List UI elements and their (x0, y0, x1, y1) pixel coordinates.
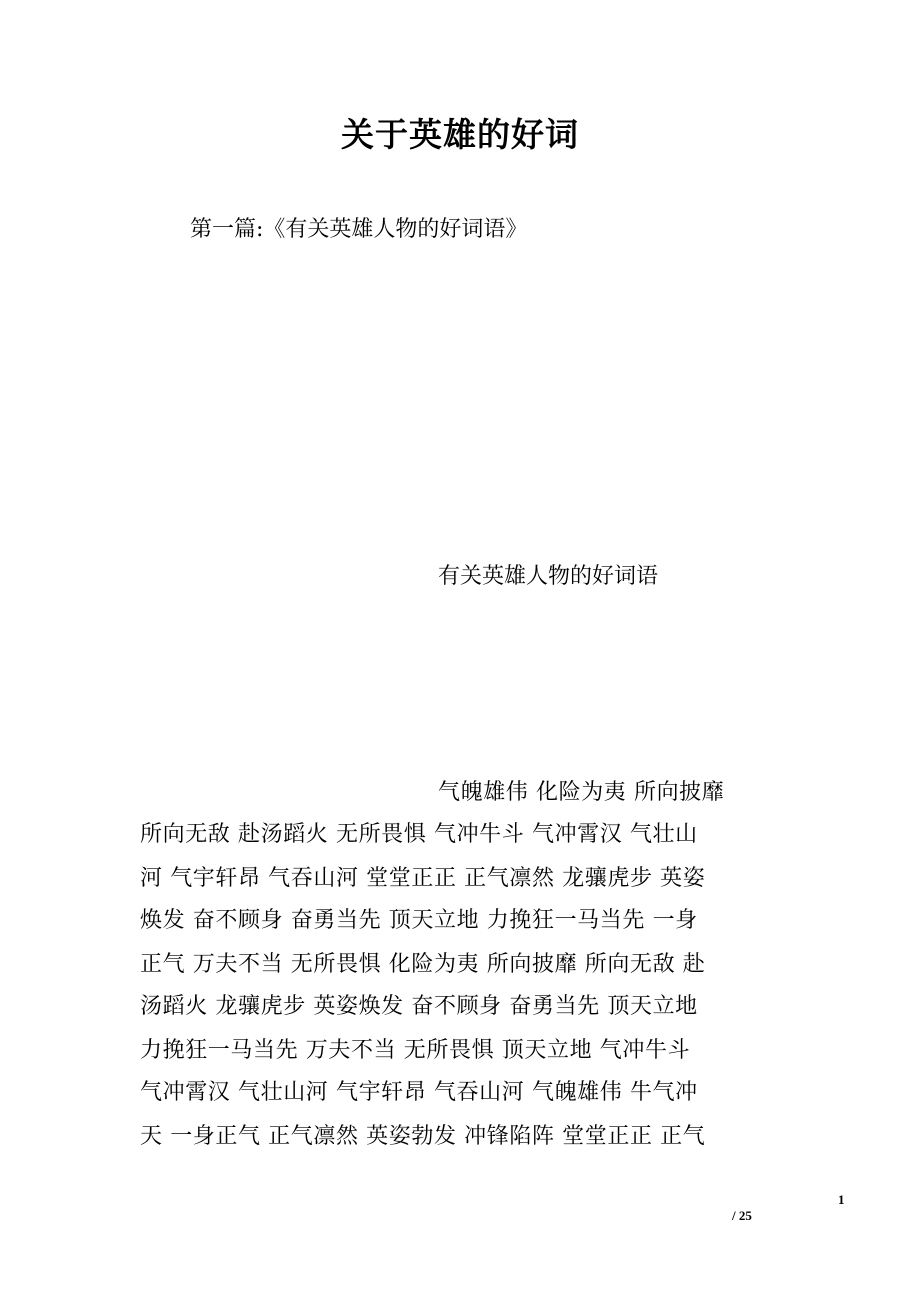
body-line: 河 气宇轩昂 气吞山河 堂堂正正 正气凛然 龙骧虎步 英姿 (140, 866, 706, 891)
document-title: 关于英雄的好词 (341, 115, 579, 154)
body-line: 气冲霄汉 气壮山河 气宇轩昂 气吞山河 气魄雄伟 牛气冲 (140, 1080, 698, 1105)
page-total: / 25 (732, 1208, 752, 1223)
body-line: 所向无敌 赴汤蹈火 无所畏惧 气冲牛斗 气冲霄汉 气壮山 (140, 822, 698, 847)
body-line: 天 一身正气 正气凛然 英姿勃发 冲锋陷阵 堂堂正正 正气 (140, 1124, 706, 1149)
body-line: 焕发 奋不顾身 奋勇当先 顶天立地 力挽狂一马当先 一身 (140, 908, 698, 933)
body-line: 气魄雄伟 化险为夷 所向披靡 (438, 780, 725, 805)
section-heading: 第一篇:《有关英雄人物的好词语》 (190, 217, 528, 242)
body-line: 正气 万夫不当 无所畏惧 化险为夷 所向披靡 所向无敌 赴 (140, 952, 706, 977)
body-line: 汤蹈火 龙骧虎步 英姿焕发 奋不顾身 奋勇当先 顶天立地 (140, 994, 698, 1019)
inner-title: 有关英雄人物的好词语 (438, 564, 659, 589)
body-line: 力挽狂一马当先 万夫不当 无所畏惧 顶天立地 气冲牛斗 (140, 1038, 691, 1063)
page-number: 1 (838, 1192, 845, 1207)
